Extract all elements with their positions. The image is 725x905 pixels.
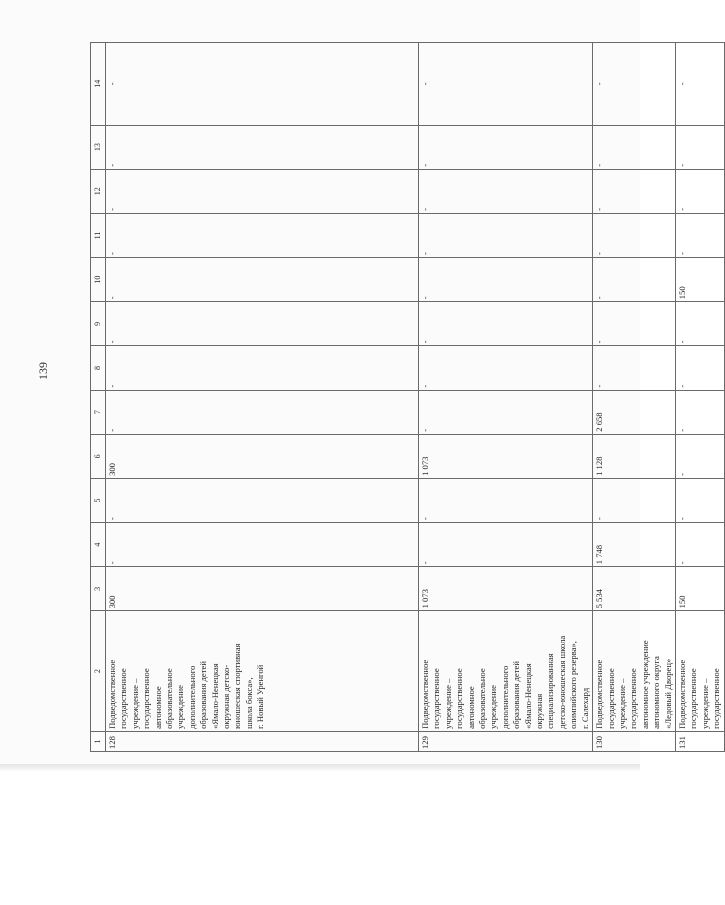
value-cell: - [106, 43, 419, 126]
column-number-header: 3 [91, 567, 106, 611]
institution-name: Подведомственное государственное учреждение – государственное автономное учреждение автономного округа «Ледовый Дворец» [593, 611, 676, 732]
value-cell: - [419, 302, 593, 346]
value-cell: - [419, 390, 593, 434]
value-cell: - [593, 258, 676, 302]
value-cell: - [106, 523, 419, 567]
value-cell: - [419, 523, 593, 567]
table-row [106, 43, 419, 752]
value-cell: - [419, 125, 593, 169]
row-number: 130 [593, 731, 676, 751]
value-cell: 1 073 [419, 567, 593, 611]
rotated-table-container [90, 42, 722, 752]
value-cell: - [593, 302, 676, 346]
table-row [675, 43, 724, 752]
institution-name: Подведомственное государственное учреждение – государственное автономное образовательное учреждение дополнительного образования детей «Ямало-Ненецкая окружная детско- юношеская спортивная школа бокса», г. Новый Уренгой [106, 611, 419, 732]
value-cell: - [106, 169, 419, 213]
column-number-header: 10 [91, 258, 106, 302]
value-cell: - [675, 478, 724, 522]
value-cell: - [106, 390, 419, 434]
value-cell: - [106, 346, 419, 390]
row-number: 129 [419, 731, 593, 751]
column-number-header: 7 [91, 390, 106, 434]
value-cell: - [106, 213, 419, 257]
value-cell: - [675, 43, 724, 126]
table-row [593, 43, 676, 752]
institution-name: Подведомственное государственное учреждение – государственное [675, 611, 724, 732]
table-row [419, 43, 593, 752]
value-cell: - [675, 302, 724, 346]
value-cell: 150 [675, 258, 724, 302]
value-cell: - [106, 478, 419, 522]
value-cell: - [419, 43, 593, 126]
column-number-header: 12 [91, 169, 106, 213]
value-cell: - [675, 434, 724, 478]
value-cell: 2 658 [593, 390, 676, 434]
value-cell: - [419, 346, 593, 390]
scan-edge-shadow [0, 764, 640, 772]
column-number-header: 9 [91, 302, 106, 346]
column-number-header: 5 [91, 478, 106, 522]
value-cell: 300 [106, 434, 419, 478]
value-cell: - [106, 125, 419, 169]
value-cell: - [106, 258, 419, 302]
row-number: 128 [106, 731, 419, 751]
value-cell: - [593, 43, 676, 126]
value-cell: - [675, 213, 724, 257]
column-number-header: 13 [91, 125, 106, 169]
value-cell: - [675, 390, 724, 434]
value-cell: - [419, 478, 593, 522]
value-cell: - [675, 169, 724, 213]
value-cell: - [593, 213, 676, 257]
column-number-header: 14 [91, 43, 106, 126]
column-number-header: 4 [91, 523, 106, 567]
column-number-header: 8 [91, 346, 106, 390]
column-number-row [91, 43, 106, 752]
value-cell: - [593, 346, 676, 390]
institution-name: Подведомственное государственное учреждение – государственное автономное образовательное учреждение дополнительного образования детей «Ямало-Ненецкая окружная специализированная детско-юношеская школа олимпийского резерва», г. Салехард [419, 611, 593, 732]
value-cell: - [593, 478, 676, 522]
value-cell: - [675, 125, 724, 169]
page-number: 139 [36, 362, 50, 380]
value-cell: - [675, 346, 724, 390]
value-cell: 1 073 [419, 434, 593, 478]
value-cell: - [419, 169, 593, 213]
column-number-header: 11 [91, 213, 106, 257]
budget-table [90, 42, 725, 752]
value-cell: 150 [675, 567, 724, 611]
column-number-header: 6 [91, 434, 106, 478]
value-cell: - [419, 213, 593, 257]
column-number-header: 2 [91, 611, 106, 732]
value-cell: - [419, 258, 593, 302]
column-number-header: 1 [91, 731, 106, 751]
value-cell: - [675, 523, 724, 567]
value-cell: 5 534 [593, 567, 676, 611]
value-cell: - [593, 125, 676, 169]
value-cell: 1 748 [593, 523, 676, 567]
value-cell: - [593, 169, 676, 213]
value-cell: 1 128 [593, 434, 676, 478]
row-number: 131 [675, 731, 724, 751]
value-cell: - [106, 302, 419, 346]
value-cell: 300 [106, 567, 419, 611]
